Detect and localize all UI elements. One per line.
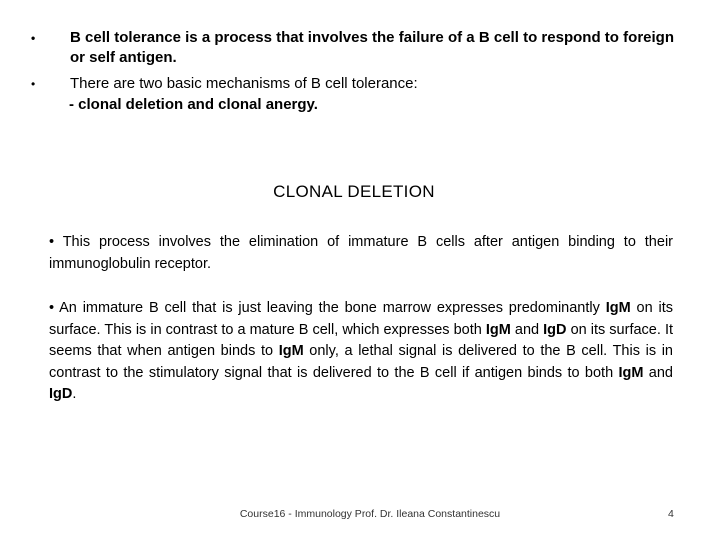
igm-term: IgM (485, 321, 511, 338)
igd-term: IgD (49, 386, 73, 402)
bullet-dot-icon: • (31, 31, 36, 45)
para2-text: . (72, 386, 77, 402)
igm-term: IgM (278, 343, 304, 359)
para2-text: on its surface. This is in contrast to a mature B cell, which expresses both (49, 300, 673, 338)
footer-text: Course16 - Immunology Prof. Dr. Ileana Constantinescu (239, 508, 501, 520)
section-heading: CLONAL DELETION (273, 182, 435, 201)
igd-term: IgD (543, 321, 567, 338)
top-bullet-list (28, 28, 674, 116)
bullet-item-1 (28, 28, 674, 68)
bullet-item-2 (28, 74, 674, 94)
paragraph-2 (49, 298, 673, 406)
paragraph-1: • This process involves the elimination of immature B cells after antigen binding to their immunoglobulin receptor. (49, 234, 673, 272)
para2-text: on its surface. It seems that when antigen binds to (49, 321, 673, 359)
igm-term: IgM (605, 300, 631, 316)
bullet-dot-icon: • (31, 77, 36, 91)
para2-text: • An immature B cell that is just leaving the bone marrow expresses predominantly (49, 300, 606, 316)
para2-text: only, a lethal signal is delivered to the B cell. This is in contrast to the stimulatory signal that is delivered to the B cell if antigen binds to both (49, 343, 673, 381)
bullet-text-1: B cell tolerance is a process that involves the failure of a B cell to respond to foreign or self antigen. (70, 29, 674, 66)
bullet-subtext: - clonal deletion and clonal anergy. (69, 96, 318, 113)
page-number: 4 (668, 508, 674, 520)
igm-term: IgM (618, 364, 644, 381)
bullet-text-2: There are two basic mechanisms of B cell tolerance: (70, 75, 418, 92)
para2-text: and (510, 321, 544, 338)
para2-text: and (643, 364, 673, 381)
